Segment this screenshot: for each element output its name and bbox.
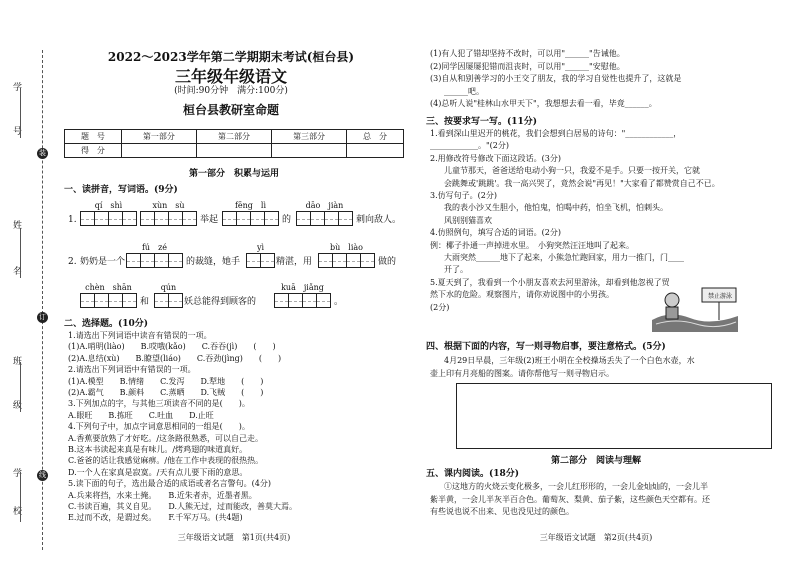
section4-title: 四、根据下面的内容，写一则寻物启事，要注意格式。(5分)	[426, 342, 666, 352]
text-line: 1.请选出下列词语中读音有错误的一项。	[68, 331, 212, 340]
text-line: ______吧。	[444, 86, 484, 96]
text-line: 开了。	[444, 265, 468, 275]
q1-num: 1.	[68, 215, 77, 225]
text-line: 大雨突然______地下了起来，小熊急忙跑回家，用力一推门，门____	[444, 253, 684, 262]
q2-text: 精湛，用	[276, 257, 313, 267]
text-line: (2分)	[430, 302, 450, 312]
pinyin: xùn sù	[152, 201, 185, 210]
score-cell[interactable]	[272, 144, 347, 158]
text-line: 2.用修改符号修改下面这段话。(3分)	[430, 153, 561, 163]
section3-title: 三、按要求写一写。(11分)	[426, 117, 538, 127]
score-header: 第二部分	[196, 130, 271, 144]
score-header: 第三部分	[272, 130, 347, 144]
binding-mark: 订	[39, 313, 46, 321]
write-line	[20, 472, 21, 522]
binding-label: 班	[11, 356, 21, 365]
pinyin-group	[80, 282, 137, 308]
pinyin-group	[274, 282, 331, 308]
write-line	[20, 88, 21, 138]
score-cell[interactable]	[196, 144, 271, 158]
text-line: ____________。"(2分)	[430, 141, 510, 151]
text-line: C.爸爸的话让我感觉麻痹。/他在工作中表现的很热热。	[68, 456, 264, 466]
lost-item-notice-box[interactable]	[456, 383, 772, 449]
text-line: 壶上印有月亮船的图案。请你帮他写一则寻物启示。	[430, 368, 614, 378]
binding-label: 姓	[11, 220, 21, 229]
q3-text: 妖总能得到顾客的	[184, 297, 257, 307]
pinyin-group	[246, 242, 275, 268]
pinyin-group	[222, 200, 279, 226]
no-swimming-sign: 禁止游泳	[707, 293, 732, 300]
text-line: (3)自从和别善学习的小王交了朋友，我的学习自觉性也提升了，这就是	[430, 74, 682, 83]
char-grid[interactable]	[80, 211, 137, 226]
binding-label: 级	[11, 400, 21, 409]
text-line: (1)A.哨明(liào) B.哎哦(kǎo) C.吞吞(jì) ( )	[68, 342, 276, 352]
text-line: ①这地方的火烧云变化极多，一会儿红形形的，一会儿金灿灿的，一会儿半	[444, 482, 708, 491]
char-grid[interactable]	[140, 211, 197, 226]
swimming-boy-illustration	[650, 280, 742, 332]
text-line: B.这本书读起来真是有味儿。/烤鸡翅的味道真好。	[68, 445, 248, 454]
q2-text: 奶奶是一个	[80, 257, 126, 267]
pinyin: qún	[160, 283, 177, 292]
text-line: 风别别猫喜欢	[444, 215, 492, 225]
text-line: 4月29日早晨，三年级(2)班王小明在全校操场丢失了一个白色水壶，水	[444, 356, 695, 365]
pinyin: yì	[256, 243, 265, 252]
text-line: 然下水的危险。观察图片，请你劝说图中的小男孩。	[430, 290, 614, 300]
binding-label: 校	[11, 506, 21, 515]
binding-label: 学	[11, 82, 21, 91]
pinyin: qí shì	[94, 201, 123, 210]
text-line: C.书读百遍，其义自见。 D.人熊无过，过而能改，善莫大焉。	[68, 502, 298, 511]
footer-left: 三年级语文试题 第1页(共4页)	[177, 533, 291, 542]
q1-text: 举起	[200, 215, 219, 225]
text-line: D.一个人在家真是寂寞。/天有点儿要下雨的意思。	[68, 467, 248, 477]
char-grid[interactable]	[126, 253, 183, 268]
pinyin-group	[126, 242, 183, 268]
exam-time: (时间:90分钟 满分:100分)	[174, 86, 288, 96]
char-grid[interactable]	[154, 293, 183, 308]
binding-label: 号	[11, 126, 21, 135]
text-line: 4.仿照例句，填写合适的词语。(2分)	[430, 228, 561, 238]
char-grid[interactable]	[80, 293, 137, 308]
section5-title: 五、课内阅读。(18分)	[426, 469, 520, 479]
text-line: (1)有人犯了错却坚持不改时，可以用"______"告诫他。	[430, 49, 625, 58]
write-line	[20, 228, 21, 278]
score-header: 第一部分	[121, 130, 196, 144]
footer-right: 三年级语文试题 第2页(共4页)	[539, 533, 653, 542]
pinyin-group	[140, 200, 197, 226]
char-grid[interactable]	[274, 293, 331, 308]
char-grid[interactable]	[318, 253, 375, 268]
text-line: 儿童节那天，爸爸送给电动小狗一只，我爱不是手。只要一按开关，它就	[444, 166, 700, 176]
q1-text: 的	[282, 215, 292, 225]
binding-label: 学	[11, 468, 21, 477]
text-line: 例：椰子扑通一声掉进水里。 小狗突然汪汪地叫了起来。	[430, 240, 634, 250]
q3-text: 和	[140, 297, 150, 307]
text-line: 会跳舞或'跳跳'。我一高兴哭了，竟然会说"再见！"大家看了都赞赏自己不已。	[444, 178, 720, 188]
write-line	[20, 362, 21, 412]
text-line: 5.读下面的句子，选出最合适的成语或者名言警句。(4分)	[68, 479, 271, 489]
binding-mark: 装	[39, 149, 46, 157]
text-line: (1)A.模型 B.情绪 C.发泻 D.犁地 ( )	[68, 376, 264, 386]
q2-text: 的裁缝，她手	[186, 257, 241, 267]
text-line: (2)同学因屡屡犯错而沮丧时，可以用"______"安慰他。	[430, 61, 625, 71]
q2-text: 做的	[378, 257, 397, 267]
text-line: 紫半黄，一会儿半灰半百合色。葡萄灰、梨黄、茄子紫，这些颜色天空都有。还	[430, 494, 710, 504]
section2-title: 二、选择题。(10分)	[64, 319, 149, 329]
text-line: A.香蕉要放熟了才好吃。/这条路很熟悉，可以自己走。	[68, 433, 264, 443]
score-cell[interactable]	[121, 144, 196, 158]
binding-mark: 线	[39, 471, 46, 479]
char-grid[interactable]	[246, 253, 275, 268]
binding-margin	[0, 0, 60, 561]
binding-label: 名	[11, 266, 21, 275]
exam-title: 2022～2023学年第二学期期末考试(桓台县)	[107, 50, 355, 64]
text-line: 5.夏天到了，我看到一个小朋友喜欢去河里游泳，却看到他忽视了贸	[430, 277, 670, 287]
text-line: (2)A.霸气 B.颜料 C.蒸晒 D.飞贼 ( )	[68, 388, 264, 397]
part1-title: 第一部分 积累与运用	[188, 169, 279, 179]
pinyin: fú zé	[141, 243, 168, 252]
text-line: (4)总听人说"桂林山水甲天下"，我想想去看一看，毕竟______。	[430, 99, 657, 108]
pinyin: dāo jiàn	[305, 201, 344, 210]
text-line: 2.请选出下列词语中有错误的一项。	[68, 365, 196, 375]
pinyin: chèn shān	[85, 283, 132, 292]
pinyin-group	[318, 242, 375, 268]
text-line: E.过而不改，是谓过矣。 F.千军万马。(共4题)	[68, 513, 243, 523]
q2-num: 2.	[68, 257, 77, 267]
exam-setter: 桓台县教研室命题	[182, 103, 279, 117]
score-label: 得 分	[65, 144, 122, 158]
score-header: 题 号	[65, 130, 122, 144]
exam-subtitle: 三年级年级语文	[174, 67, 287, 86]
part2-title: 第二部分 阅读与理解	[550, 456, 641, 466]
q3-text: 。	[334, 297, 344, 307]
text-line: 4.下列句子中，加点字词意思相同的一组是( )。	[68, 422, 250, 432]
score-table	[64, 129, 404, 158]
pinyin: kuā jiǎng	[281, 283, 324, 292]
text-line: 有些说也说不出来、见也没见过的颜色。	[430, 507, 574, 516]
pinyin: fēng lì	[234, 201, 267, 210]
char-grid[interactable]	[296, 211, 353, 226]
pinyin-group	[80, 200, 137, 226]
text-line: A.兵来将挡，水来土掩。 B.近朱者赤，近墨者黑。	[68, 490, 257, 500]
text-line: 3.下列加点的字，与其他三项读音不同的是( )。	[68, 399, 250, 409]
pinyin-group	[296, 200, 353, 226]
text-line: A.眼旺 B.拣旺 C.吐血 D.止旺	[68, 410, 214, 420]
text-line: 我的表小沙又生胆小，他怕鬼，怕喝中药，怕坐飞机，怕刺头。	[444, 203, 668, 213]
q1-text: 刺向敌人。	[356, 215, 402, 225]
text-line: 3.仿写句子。(2分)	[430, 191, 497, 200]
pinyin-group	[154, 282, 183, 308]
score-cell[interactable]	[347, 144, 404, 158]
section1-title: 一、读拼音，写词语。(9分)	[64, 185, 178, 195]
text-line: 1.看到深山里迟开的桃花，我们会想到白居易的诗句："____________，	[430, 129, 682, 138]
char-grid[interactable]	[222, 211, 279, 226]
text-line: (2)A.息结(xù) B.瞭望(liáo) C.吞劲(jìng) ( )	[68, 353, 282, 363]
score-header: 总 分	[347, 130, 404, 144]
pinyin: bù liào	[330, 243, 363, 252]
